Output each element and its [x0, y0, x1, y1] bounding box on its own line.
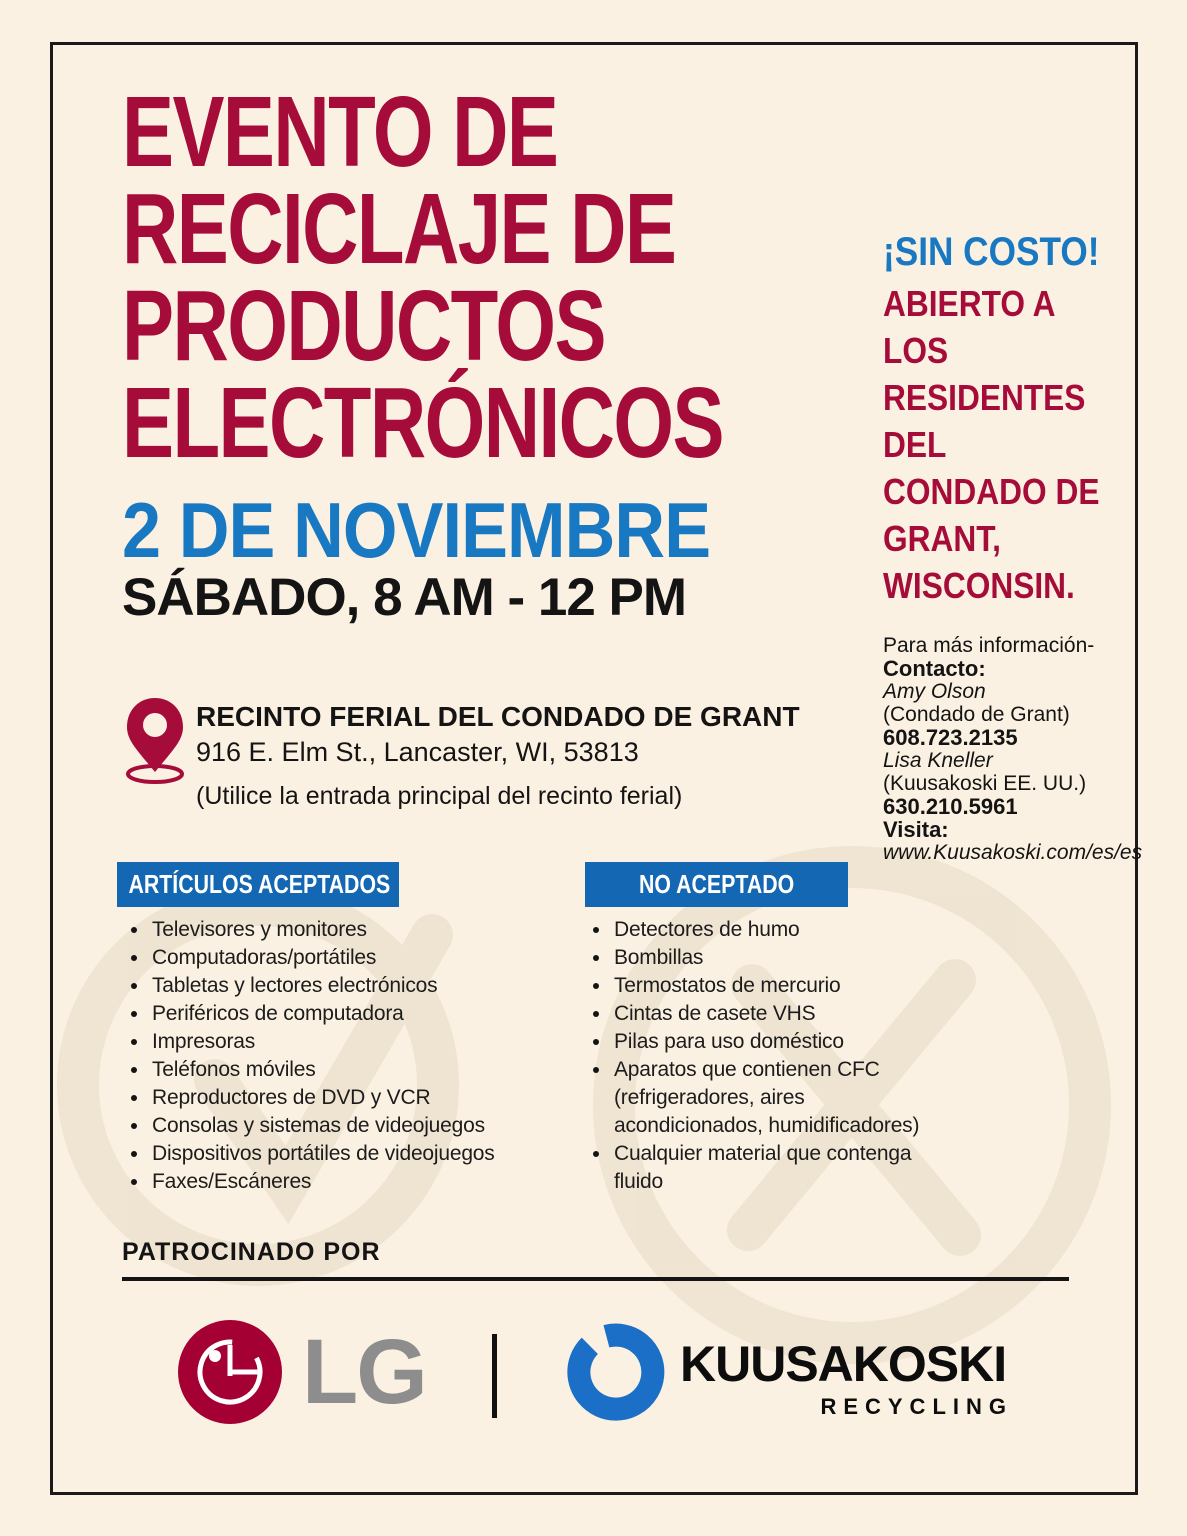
open-line: CONDADO DE: [883, 471, 1100, 512]
open-to-residents-text: [883, 280, 1099, 609]
list-item: Cualquier material que contenga fluido: [590, 1140, 942, 1196]
title-line: PRODUCTOS: [122, 270, 605, 382]
list-item: Computadoras/portátiles: [128, 944, 578, 972]
location-note: (Utilice la entrada principal del recinto ferial): [196, 782, 683, 810]
sponsored-by-label: PATROCINADO POR: [122, 1238, 381, 1266]
website-url: www.Kuusakoski.com/es/es: [883, 841, 1143, 864]
list-item: Cintas de casete VHS: [590, 1000, 942, 1028]
list-item: Bombillas: [590, 944, 942, 972]
accepted-items-list: [128, 916, 578, 1196]
contact-person-name: Amy Olson: [883, 680, 986, 703]
no-cost-label: ¡SIN COSTO!: [883, 230, 1100, 274]
contact-person-org: (Condado de Grant): [883, 703, 1070, 726]
horizontal-divider: [122, 1277, 1069, 1281]
accepted-header-bar: [117, 862, 399, 907]
kuusakoski-logo: [566, 1322, 666, 1422]
lg-logo-text: LG: [302, 1320, 426, 1423]
list-item: Pilas para uso doméstico: [590, 1028, 942, 1056]
list-item: Faxes/Escáneres: [128, 1168, 578, 1196]
list-item: Aparatos que contienen CFC (refrigeradores, aires acondicionados, humidificadores): [590, 1056, 942, 1140]
list-item: Periféricos de computadora: [128, 1000, 578, 1028]
recycling-logo-text: RECYCLING: [820, 1394, 1013, 1419]
list-item: Reproductores de DVD y VCR: [128, 1084, 578, 1112]
location-name: RECINTO FERIAL DEL CONDADO DE GRANT: [196, 701, 800, 732]
kuusakoski-logo-text: KUUSAKOSKI: [680, 1336, 1007, 1392]
open-line: RESIDENTES: [883, 377, 1086, 418]
open-line: WISCONSIN.: [883, 565, 1075, 606]
list-item: Teléfonos móviles: [128, 1056, 578, 1084]
event-time: SÁBADO, 8 AM - 12 PM: [122, 568, 687, 627]
location-pin-icon: [125, 696, 185, 784]
contact-block: [883, 634, 1143, 864]
contact-intro: Para más información-: [883, 634, 1095, 657]
title-line: RECICLAJE DE: [122, 173, 676, 285]
logo-divider: [492, 1334, 497, 1418]
list-item: Televisores y monitores: [128, 916, 578, 944]
list-item: Termostatos de mercurio: [590, 972, 942, 1000]
list-item: Dispositivos portátiles de videojuegos: [128, 1140, 578, 1168]
contact-person-org: (Kuusakoski EE. UU.): [883, 772, 1087, 795]
title-line: EVENTO DE: [122, 76, 558, 188]
not-accepted-header-label: NO ACEPTADO: [638, 869, 795, 899]
contact-phone: 630.210.5961: [883, 794, 1018, 819]
not-accepted-items-list: [590, 916, 942, 1196]
not-accepted-header-bar: [585, 862, 848, 907]
page-title: [122, 76, 892, 479]
open-line: ABIERTO A: [883, 283, 1056, 324]
visit-label: Visita:: [883, 817, 949, 842]
location-address: 916 E. Elm St., Lancaster, WI, 53813: [196, 737, 639, 767]
list-item: Consolas y sistemas de videojuegos: [128, 1112, 578, 1140]
open-line: GRANT,: [883, 518, 1001, 559]
accepted-header-label: ARTÍCULOS ACEPTADOS: [128, 869, 391, 899]
contact-phone: 608.723.2135: [883, 725, 1018, 750]
contact-person-name: Lisa Kneller: [883, 749, 993, 772]
title-line: ELECTRÓNICOS: [122, 367, 723, 479]
contact-label: Contacto:: [883, 656, 986, 681]
list-item: Detectores de humo: [590, 916, 942, 944]
list-item: Tabletas y lectores electrónicos: [128, 972, 578, 1000]
open-line: LOS: [883, 330, 949, 371]
location-block: [196, 700, 800, 812]
event-date: 2 DE NOVIEMBRE: [122, 486, 711, 574]
list-item: Impresoras: [128, 1028, 578, 1056]
open-line: DEL: [883, 424, 947, 465]
lg-logo: [176, 1318, 284, 1426]
